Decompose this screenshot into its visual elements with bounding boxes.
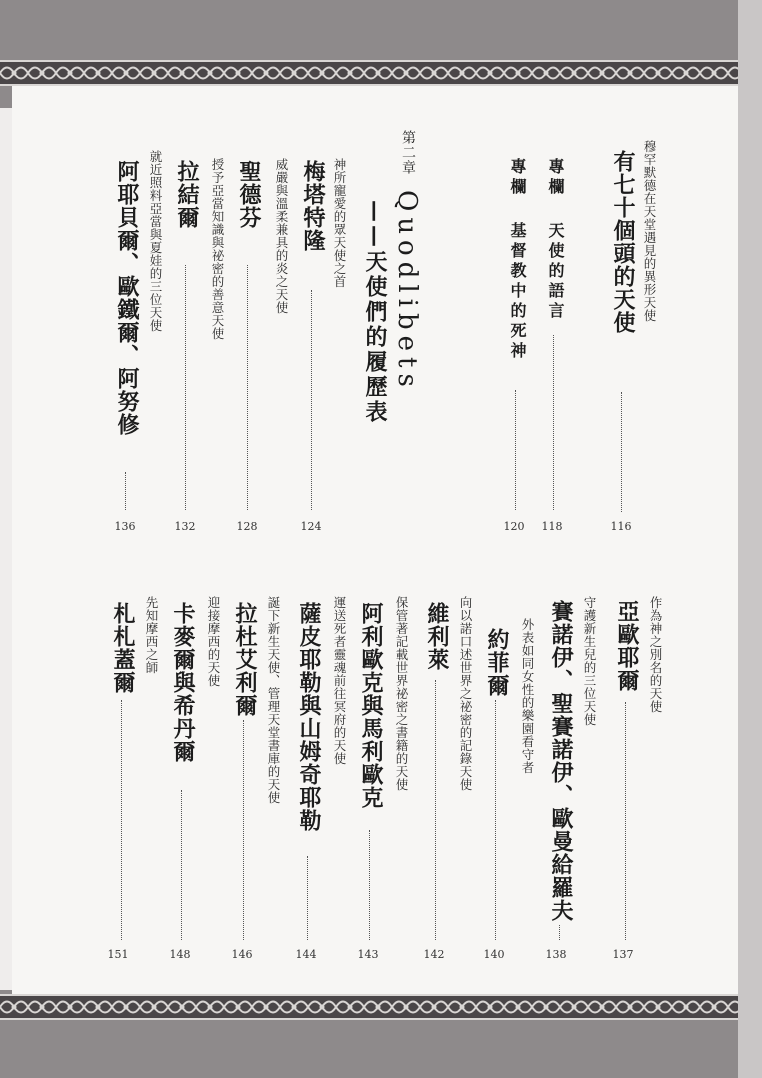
leader-dots [307,856,308,940]
entry-title: 阿耶貝爾、歐鐵爾、阿努修 [114,160,140,436]
leader-dots [625,702,626,940]
entry-subtitle: 穆罕默德在天堂遇見的異形天使 [642,140,657,322]
page-number: 124 [300,520,322,533]
entry-title: 拉杜艾利爾 [232,602,258,717]
leader-dots [553,335,554,510]
page-number: 148 [169,948,191,961]
entry-subtitle: 誕下新生天使、管理天堂書庫的天使 [266,596,281,804]
entry-subtitle: 守護新生兒的三位天使 [582,596,597,726]
leader-dots [125,472,126,510]
entry-subtitle: 外表如同女性的樂園看守者 [520,618,535,774]
leader-dots [121,700,122,940]
chapter-label: 第二章 [400,130,416,175]
entry-subtitle: 向以諾口述世界之祕密的記錄天使 [458,596,473,791]
column-label: 專欄 [546,158,565,198]
entry-title: 聖德芬 [236,160,262,229]
leader-dots [515,390,516,510]
entry-title: 拉結爾 [174,160,200,229]
page-number: 143 [357,948,379,961]
page-number: 116 [610,520,632,533]
page-number: 140 [483,948,505,961]
entry-title: 卡麥爾與希丹爾 [170,602,196,763]
page-number: 128 [236,520,258,533]
entry-subtitle: 運送死者靈魂前往冥府的天使 [332,596,347,765]
page-number: 142 [423,948,445,961]
column-label: 專欄 [508,158,527,198]
page-number: 151 [107,948,129,961]
entry-subtitle: 授予亞當知識與祕密的善意天使 [210,158,225,340]
entry-title: 阿利歐克與馬利歐克 [358,602,384,809]
page-number: 138 [545,948,567,961]
leader-dots [185,265,186,510]
page-edge [738,0,762,1078]
entry-title: 維利萊 [424,602,450,671]
entry-subtitle: 保管著記載世界祕密之書籍的天使 [394,596,409,791]
leader-dots [495,700,496,940]
page-number: 136 [114,520,136,533]
top-ornament-border [0,60,738,86]
entry-subtitle: 神所寵愛的眾天使之首 [332,158,347,288]
entry-title: 亞歐耶爾 [614,600,640,692]
leader-dots [369,830,370,940]
leader-dots [435,680,436,940]
entry-title: 賽諾伊、聖賽諾伊、歐曼給羅夫 [548,600,574,922]
entry-title: 梅塔特隆 [300,160,326,252]
leader-dots [621,392,622,512]
leader-dots [247,265,248,510]
page-number: 118 [541,520,563,533]
leader-dots [243,720,244,940]
page-number: 146 [231,948,253,961]
entry-subtitle: 先知摩西之師 [144,596,159,674]
entry-subtitle: 作為神之別名的天使 [648,596,663,713]
entry-title: 有七十個頭的天使 [610,150,636,334]
page-number: 120 [503,520,525,533]
page-number: 137 [612,948,634,961]
entry-title: 天使的語言 [546,222,565,322]
leader-dots [181,790,182,940]
chapter-title: Quodlibets [392,190,422,393]
entry-subtitle: 迎接摩西的天使 [206,596,221,687]
page-number: 144 [295,948,317,961]
entry-title: 約菲爾 [484,628,510,697]
entry-subtitle: 就近照料亞當與夏娃的三位天使 [148,150,163,332]
entry-subtitle: 威嚴與溫柔兼具的炎之天使 [274,158,289,314]
entry-title: 札札蓋爾 [110,602,136,694]
bottom-ornament-border [0,994,738,1020]
chapter-subtitle: ——天使們的履歷表 [362,200,388,425]
leader-dots [559,925,560,940]
page-number: 132 [174,520,196,533]
entry-title: 薩皮耶勒與山姆奇耶勒 [296,602,322,832]
leader-dots [311,290,312,510]
entry-title: 基督教中的死神 [508,222,527,362]
